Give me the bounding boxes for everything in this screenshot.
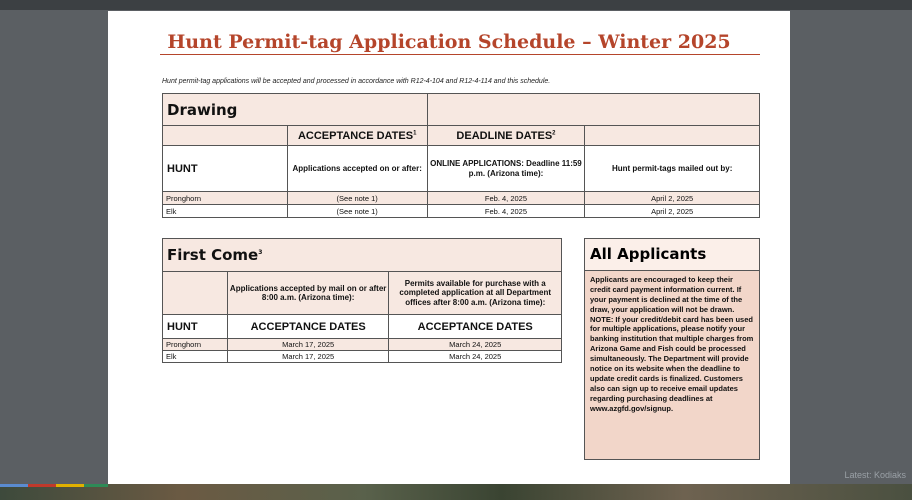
document-title: Hunt Permit-tag Application Schedule – Winter 2025 xyxy=(167,31,731,53)
drawing-col-deadline: DEADLINE DATES$^2$ xyxy=(427,126,585,146)
table-row-accept: (See note 1) xyxy=(287,205,427,218)
drawing-sub-deadline: ONLINE APPLICATIONS: Deadline 11:59 p.m. (Arizona time): xyxy=(427,146,585,192)
drawing-sub-acceptance: Applications accepted on or after: xyxy=(287,146,427,192)
table-row-deadline: Feb. 4, 2025 xyxy=(427,192,585,205)
drawing-table xyxy=(162,93,760,218)
title-rule xyxy=(160,54,760,55)
first-come-col-acceptance-1: ACCEPTANCE DATES xyxy=(227,315,389,339)
all-applicants-box xyxy=(584,238,760,460)
intro-text: Hunt permit-tag applications will be accepted and processed in accordance with R12-4-104 and R12-4-114 and this schedule. xyxy=(162,78,551,85)
table-row-hunt: Pronghorn xyxy=(163,192,288,205)
first-come-col-acceptance-2: ACCEPTANCE DATES xyxy=(389,315,562,339)
drawing-heading-blank xyxy=(427,94,759,126)
all-applicants-body: Applicants are encouraged to keep their credit card payment information current. If your payment is declined at the time of the draw, your application will not be drawn. NOTE: If your credit/debit card has been used for multiple applications, please notify your banking institution that multiple charges from Arizona Game and Fish could be processed simultaneously. The Department will provide notice on its website when the deadline to update credit cards is finalized. Customers also can sign up to receive email updates regarding purchasing deadlines at www.azgfd.gov/signup. xyxy=(590,275,754,413)
table-row-mailed: April 2, 2025 xyxy=(585,192,760,205)
table-row-accept: (See note 1) xyxy=(287,192,427,205)
table-row-hunt: Pronghorn xyxy=(163,339,228,351)
drawing-hunt-label: HUNT xyxy=(163,146,288,192)
drawing-col-acceptance: ACCEPTANCE DATES$^1$ xyxy=(287,126,427,146)
table-row-hunt: Elk xyxy=(163,205,288,218)
viewer-bottom-strip xyxy=(0,484,912,500)
drawing-hdr-blank-2 xyxy=(585,126,760,146)
first-come-sub-mail: Applications accepted by mail on or after 8:00 a.m. (Arizona time): xyxy=(227,272,389,315)
table-row-mail: March 17, 2025 xyxy=(227,351,389,363)
first-come-sub-permits: Permits available for purchase with a completed application at all Department offices after 8:00 a.m. (Arizona time): xyxy=(389,272,562,315)
first-come-table xyxy=(162,238,562,363)
table-row-hunt: Elk xyxy=(163,351,228,363)
viewer-corner-text: Latest: Kodiaks xyxy=(844,470,906,480)
table-row-mailed: April 2, 2025 xyxy=(585,205,760,218)
first-come-heading: First Come$^3$ xyxy=(163,239,562,272)
table-row-mail: March 17, 2025 xyxy=(227,339,389,351)
drawing-heading: Drawing xyxy=(163,94,428,126)
first-come-hdr-blank xyxy=(163,272,228,315)
table-row-office: March 24, 2025 xyxy=(389,351,562,363)
drawing-sub-mailed: Hunt permit-tags mailed out by: xyxy=(585,146,760,192)
table-row-deadline: Feb. 4, 2025 xyxy=(427,205,585,218)
all-applicants-heading: All Applicants xyxy=(585,239,759,271)
viewer-top-bar xyxy=(0,0,912,10)
table-row-office: March 24, 2025 xyxy=(389,339,562,351)
drawing-hdr-blank xyxy=(163,126,288,146)
first-come-hunt-label: HUNT xyxy=(163,315,228,339)
